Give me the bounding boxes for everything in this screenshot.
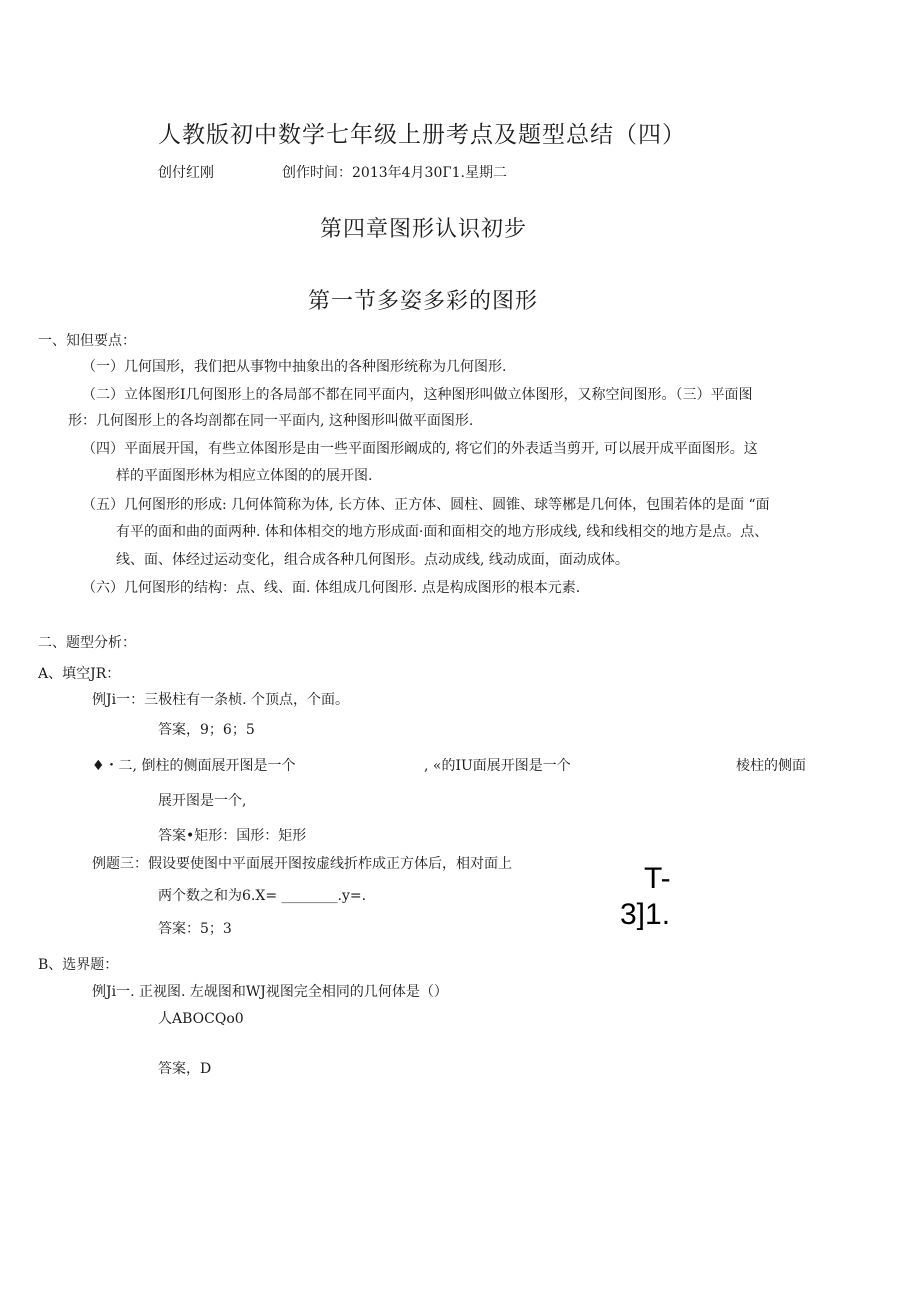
point-line-4: （四）平面展开国，有些立体图形是由一些平面图形阚成的, 将它们的外表适当剪开, 可以展开成平面图形。这 <box>82 441 758 457</box>
author-line: 创付红刚 <box>158 165 214 181</box>
example-2-part-a: ♦・二, 倒柱的侧面展开图是一个 <box>92 758 296 774</box>
part2-heading: 二、题型分析： <box>38 635 136 651</box>
creation-time: 创作时间：2013年4月30Г1.星期二 <box>282 165 507 181</box>
point-line-7: 有平的面和曲的面两种. 体和体相交的地方形成面·面和面相交的地方形成线, 线和线相交的地方是点。点、 <box>116 524 769 540</box>
example-4: 例Ji一. 正视图. 左觇图和WJ视图完全相同的几何体是（） <box>92 984 448 1000</box>
point-line-2: （二）立体图形I几何图形上的各局部不都在同平面内，这种图形叫做立体图形，又称空间图形。（三）平面图 <box>82 387 753 403</box>
answer-options: 人ABOCQo0 <box>158 1011 244 1027</box>
answer-1: 答案，9；6；5 <box>158 722 255 738</box>
point-line-6: （五）几何图形的形成: 几何体简称为体, 长方体、正方体、圆柱、圆锥、球等郴是几何体，包围若体的是面 “面 <box>82 497 770 513</box>
point-line-3: 形：几何图形上的各均剖都在同一平面内, 这种图形叫做平面图形. <box>68 413 474 429</box>
example-3-line-2: 两个数之和为6.X= ________.y=. <box>158 888 367 904</box>
part1-heading: 一、知但要点： <box>38 333 136 349</box>
example-3-line-1: 例题三：假设要使图中平面展开图按虚线折柞成正方体后，相对面上 <box>92 856 512 872</box>
section-heading: 第一节多姿多彩的图形 <box>308 289 539 314</box>
point-line-9: （六）几何图形的结构：点、线、面. 体组成几何图形. 点是构成图形的根本元素. <box>82 580 581 596</box>
point-line-8: 线、面、体经过运动变化，组合成各种几何图形。点动成线, 线动成面，面动成体。 <box>116 552 629 568</box>
example-2-part-b: , «的IU面展开图是一个 <box>424 758 571 774</box>
answer-2: 答案•矩形：国形：矩形 <box>158 828 307 844</box>
point-line-5: 样的平面图形林为相应立体图的的展开图. <box>116 468 373 484</box>
figure-text-bottom: 3]1. <box>620 898 671 931</box>
example-1: 例Ji一：三极柱有一条桢. 个顶点，个面。 <box>92 692 349 708</box>
chapter-heading: 第四章图形认识初步 <box>320 217 528 242</box>
page-title: 人教版初中数学七年级上册考点及题型总结（四） <box>158 122 686 148</box>
answer-3: 答案：5；3 <box>158 921 232 937</box>
fill-blank-label: A、填空JR： <box>38 666 121 682</box>
multiple-choice-label: B、选界题： <box>38 957 119 973</box>
figure-text-top: T- <box>644 862 671 895</box>
answer-4: 答案，D <box>158 1061 212 1077</box>
example-2-part-d: 展开图是一个, <box>158 793 247 809</box>
cube-net-figure <box>620 862 690 940</box>
example-2-part-c: 棱柱的侧面 <box>736 758 806 774</box>
point-line-1: （一）几何国形，我们把从事物中抽象出的各种图形统称为几何图形. <box>82 359 507 375</box>
